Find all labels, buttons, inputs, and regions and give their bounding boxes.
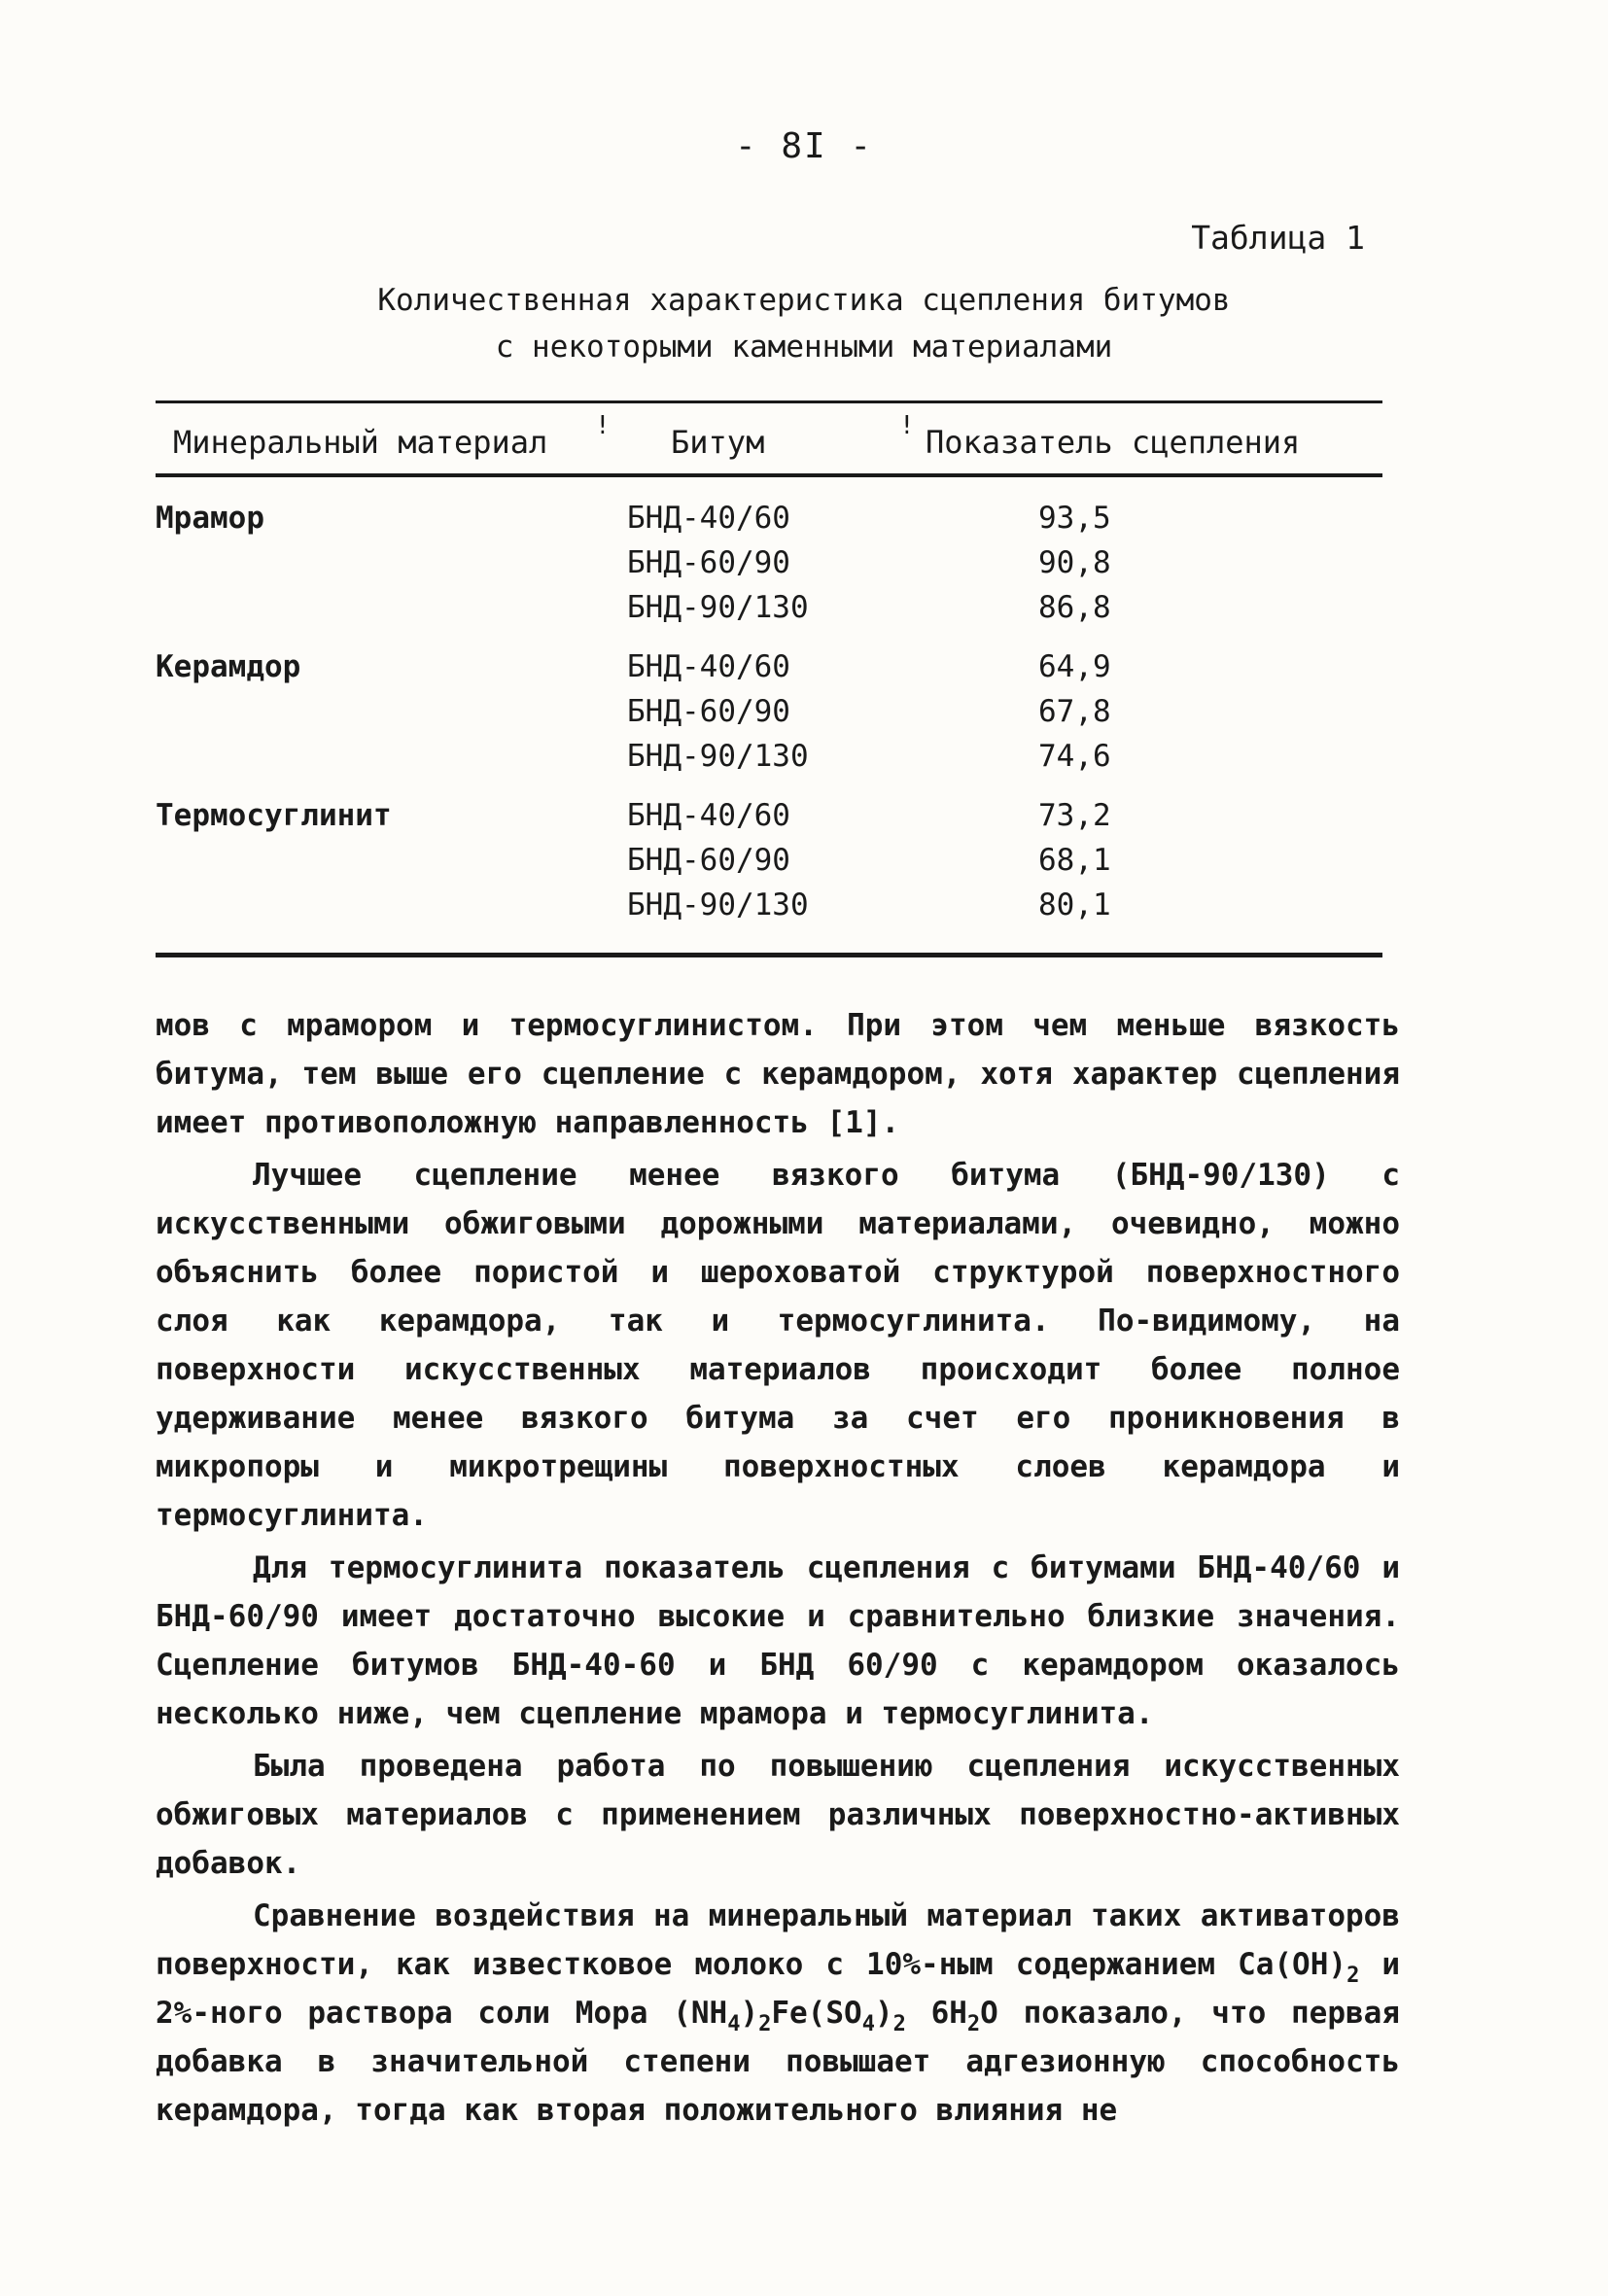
header-mineral: Минеральный материал (173, 424, 548, 461)
cell-bitumen: БНД-60/90 (627, 545, 790, 580)
cell-bitumen: БНД-40/60 (627, 798, 790, 833)
cell-bitumen: БНД-40/60 (627, 649, 790, 684)
text-run: Сравнение воздействия на минеральный материал таких активаторов поверхности, как известковое молоко с 10%-ным содержанием Са(ОН) (156, 1898, 1400, 1982)
table-group-marble (0, 496, 1608, 644)
paragraph: Для термосуглинита показатель сцепления с битумами БНД-40/60 и БНД-60/90 имеет достаточно высокие и сравнительно близкие значения. Сцепление битумов БНД-40-60 и БНД 60/90 с керамдором оказалось несколько ниже, чем сцепление мрамора и термосуглинита. (156, 1550, 1400, 1731)
cell-bitumen: БНД-60/90 (627, 694, 790, 729)
cell-index: 80,1 (1038, 887, 1111, 922)
cell-bitumen: БНД-40/60 (627, 501, 790, 536)
cell-index: 90,8 (1038, 545, 1111, 580)
cell-bitumen: БНД-90/130 (627, 887, 809, 922)
table-title (0, 277, 1608, 370)
table-group-keramdor (0, 644, 1608, 793)
cell-index: 73,2 (1038, 798, 1111, 833)
table-title-line-1: Количественная характеристика сцепления битумов (377, 283, 1231, 318)
cell-index: 68,1 (1038, 843, 1111, 878)
cell-index: 93,5 (1038, 501, 1111, 536)
header-bitumen: Битум (671, 424, 765, 461)
cell-index: 64,9 (1038, 649, 1111, 684)
text-run: 6H (905, 1996, 967, 2031)
subscript: 2 (892, 2012, 906, 2036)
table-header-rule (156, 473, 1382, 477)
text-run: O показало, что первая добавка в значительной степени повышает адгезионную способность керамдора, тогда как вторая положительного влияния не (156, 1996, 1400, 2128)
paragraph (156, 1892, 1400, 2135)
table-top-rule (156, 400, 1382, 403)
paragraph: Была проведена работа по повышению сцепления искусственных обжиговых материалов с применением различных поверхностно-активных добавок. (156, 1749, 1400, 1881)
subscript: 4 (861, 2012, 875, 2036)
body-text (156, 1001, 1400, 2135)
cell-index: 74,6 (1038, 739, 1111, 774)
text-run: ) (874, 1996, 893, 2031)
table-body (0, 496, 1608, 942)
text-run: и 2%-ного раствора соли Мора (NH (156, 1947, 1401, 2031)
cell-mineral: Мрамор (156, 501, 264, 536)
table-label: Таблица 1 (1191, 219, 1365, 257)
paragraph: Лучшее сцепление менее вязкого битума (БНД-90/130) с искусственными обжиговыми дорожными материалами, очевидно, можно объяснить более пористой и шероховатой структурой поверхностного слоя как керамдора, так и термосуглинита. По-видимому, на поверхности искусственных материалов происходит более полное удерживание менее вязкого битума за счет его проникновения в микропоры и микротрещины поверхностных слоев керамдора и термосуглинита. (156, 1158, 1400, 1533)
cell-bitumen: БНД-60/90 (627, 843, 790, 878)
table-title-line-2: с некоторыми каменными материалами (495, 330, 1113, 365)
column-separator: ! (595, 411, 611, 440)
table-group-termosuglinit (0, 793, 1608, 942)
cell-bitumen: БНД-90/130 (627, 590, 809, 625)
cell-mineral: Термосуглинит (156, 798, 392, 833)
header-index: Показатель сцепления (926, 424, 1301, 461)
text-run: ) (740, 1996, 759, 2031)
table-bottom-rule (156, 953, 1382, 957)
cell-index: 67,8 (1038, 694, 1111, 729)
subscript: 2 (1346, 1964, 1360, 1988)
cell-bitumen: БНД-90/130 (627, 739, 809, 774)
column-separator: ! (899, 411, 915, 440)
subscript: 4 (727, 2012, 741, 2036)
cell-index: 86,8 (1038, 590, 1111, 625)
paragraph: мов с мрамором и термосуглинистом. При этом чем меньше вязкость битума, тем выше его сцепление с керамдором, хотя характер сцепления имеет противоположную направленность [1]. (156, 1008, 1400, 1140)
page-number: - 8I - (734, 126, 874, 166)
subscript: 2 (758, 2012, 772, 2036)
cell-mineral: Керамдор (156, 649, 301, 684)
text-run: Fe(SO (771, 1996, 862, 2031)
subscript: 2 (966, 2012, 981, 2036)
